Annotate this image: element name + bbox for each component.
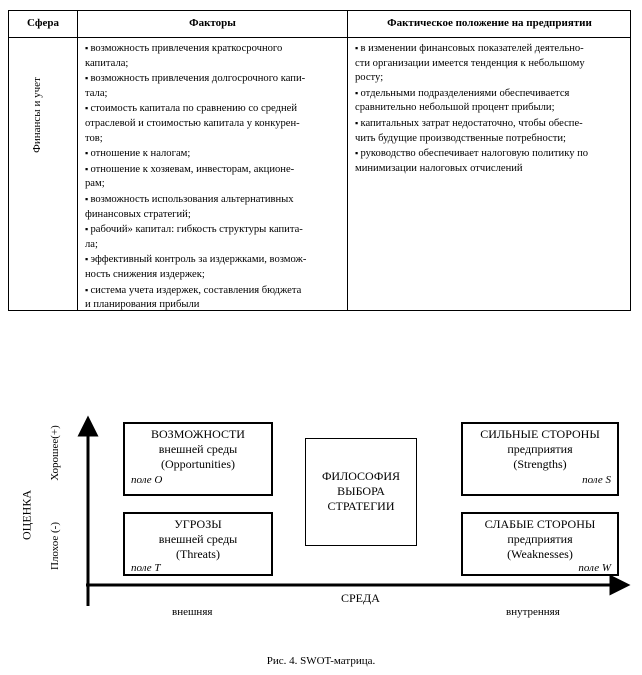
threats-subtitle: внешней среды — [158, 532, 238, 546]
sphere-label: Финансы и учет — [31, 77, 43, 153]
threats-english: (Threats) — [176, 547, 220, 561]
list-item-line: рабочий» капитал: гибкость структуры капита- — [90, 224, 303, 236]
philosophy-box — [305, 438, 417, 546]
list-item-line: тала; — [85, 87, 108, 99]
philosophy-line-3: СТРАТЕГИИ — [327, 499, 395, 513]
list-item-line: система учета издержек, составления бюджета — [90, 284, 302, 296]
header-sphere: Сфера — [26, 17, 60, 29]
field-o-label: поле O — [131, 474, 163, 486]
weaknesses-box — [461, 512, 619, 576]
x-axis-label: СРЕДА — [341, 591, 380, 605]
list-item-line: отношение к налогам; — [90, 148, 191, 160]
opportunities-english: (Opportunities) — [161, 457, 235, 471]
list-item-line: минимизации налоговых отчислений — [355, 162, 523, 174]
list-item-line: ность снижения издержек; — [85, 268, 205, 280]
list-item-line: руководство обеспечивает налоговую политику по — [360, 148, 589, 160]
weaknesses-title: СЛАБЫЕ СТОРОНЫ — [484, 517, 596, 531]
threats-title: УГРОЗЫ — [174, 517, 222, 531]
list-item-line: в изменении финансовых показателей деятельно- — [360, 43, 584, 54]
external-label: внешняя — [172, 606, 213, 618]
list-item-line: отраслевой и стоимостью капитала у конкурен- — [85, 117, 300, 129]
weaknesses-subtitle: предприятия — [507, 532, 573, 546]
good-label: Хорошее(+) — [49, 425, 61, 481]
list-item-line: рам; — [85, 178, 105, 190]
list-item-line: ла; — [85, 238, 98, 250]
field-t-label: поле T — [131, 562, 161, 574]
bad-label: Плохое (-) — [49, 522, 61, 570]
header-actual: Фактическое положение на предприятии — [387, 17, 592, 29]
list-item-line: финансовых стратегий; — [85, 208, 191, 220]
philosophy-line-1: ФИЛОСОФИЯ — [321, 469, 401, 483]
list-item-line: стоимость капитала по сравнению со средней — [90, 103, 297, 115]
list-item-line: отношение к хозяевам, инвесторам, акционе- — [90, 163, 295, 175]
list-item-line: капитальных затрат недостаточно, чтобы обеспе- — [360, 117, 583, 129]
philosophy-line-2: ВЫБОРА — [337, 484, 385, 498]
opportunities-subtitle: внешней среды — [158, 442, 238, 456]
list-item-line: возможность привлечения краткосрочного — [90, 43, 283, 54]
strengths-box — [461, 422, 619, 496]
list-item-line: сти организации имеется тенденция к небольшому — [355, 57, 585, 69]
list-item-line: эффективный контроль за издержками, возмож- — [90, 254, 307, 266]
list-item-line: отдельными подразделениями обеспечивается — [360, 87, 570, 99]
list-item-line: и планирования прибыли — [85, 299, 200, 311]
weaknesses-english: (Weaknesses) — [507, 547, 573, 561]
strengths-subtitle: предприятия — [507, 442, 573, 456]
list-item-line: сравнительно небольшой процент прибыли; — [355, 102, 555, 114]
list-item-line: тов; — [85, 132, 103, 144]
header-factors: Факторы — [189, 17, 236, 29]
internal-label: внутренняя — [506, 606, 560, 618]
list-item-line: росту; — [355, 72, 384, 84]
field-s-label: поле S — [582, 474, 611, 486]
list-item-line: чить будущие производственные потребности; — [355, 132, 566, 144]
strengths-english: (Strengths) — [513, 457, 567, 471]
threats-box — [123, 512, 273, 576]
y-axis-label: ОЦЕНКА — [19, 490, 34, 540]
opportunities-box — [123, 422, 273, 496]
field-w-label: поле W — [578, 562, 611, 574]
list-item-line: возможность привлечения долгосрочного капи- — [90, 73, 306, 85]
strengths-title: СИЛЬНЫЕ СТОРОНЫ — [480, 427, 600, 441]
list-item-line: капитала; — [85, 57, 129, 69]
opportunities-title: ВОЗМОЖНОСТИ — [151, 427, 245, 441]
figure-caption: Рис. 4. SWOT-матрица. — [266, 655, 376, 667]
list-item-line: возможность использования альтернативных — [90, 193, 294, 205]
